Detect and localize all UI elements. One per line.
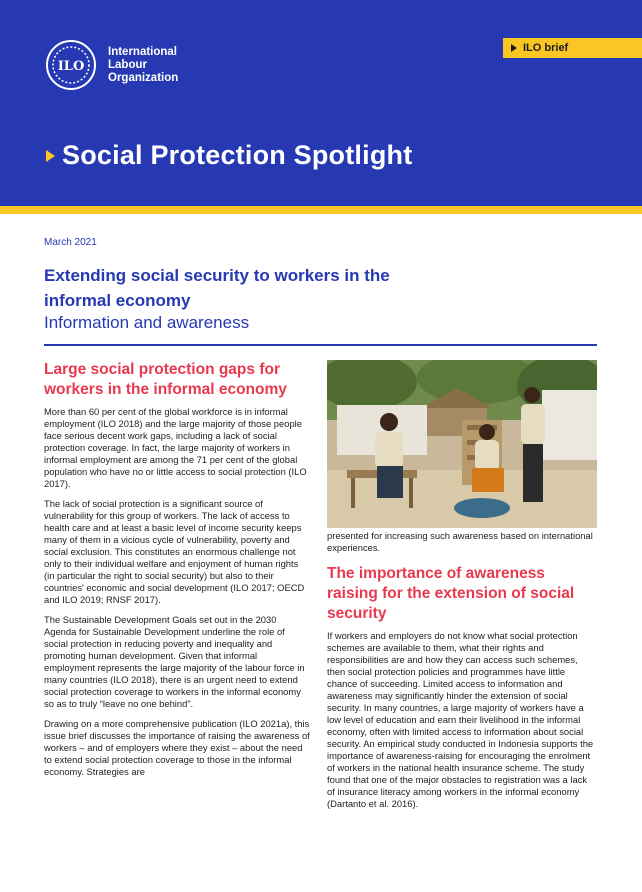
header-accent-stripe [0,206,642,214]
ilo-emblem-icon [44,38,98,92]
org-line-1: International [108,45,178,58]
brief-subtitle: Extending social security to workers in the informal economy [44,266,390,310]
ilo-logo[interactable] [44,38,178,92]
org-line-3: Organization [108,71,179,84]
publication-date: March 2021 [44,237,97,248]
ilo-brief-tag [503,38,642,58]
emblem-text: ILO [57,59,85,74]
paragraph-continuation: presented for increasing such awareness based on international experiences. [327,530,593,553]
right-column [327,360,597,818]
page-title-text: Social Protection Spotlight [62,140,413,170]
triangle-right-icon [46,150,55,162]
section-heading-awareness: The importance of awareness raising for the extension of social security [327,565,575,622]
workers-photo [327,360,597,528]
page-title [46,140,412,171]
divider [44,344,597,346]
workers-photo-illustration [327,360,597,528]
header-banner [0,0,642,206]
brief-tag-label: ILO brief [523,42,569,54]
org-line-2: Labour [108,58,147,71]
paragraph: More than 60 per cent of the global workforce is in informal employment (ILO 2018) and the large majority of those people face serious decent work gaps, including a lack of social protection coverage. In fact, the large majority of workers in informal employment are among the 71 per cent of the global population who have no or little access to social protection (ILO 2017). [44,406,307,489]
triangle-right-icon [511,44,517,52]
paragraph: The Sustainable Development Goals set out in the 2030 Agenda for Sustainable Development underline the role of social protection in reducing poverty and inequality and promoting human development. Given that informal employment represents the large majority of the labour force in many countries (ILO 2018), there is an urgent need to extend social protection coverage to workers in the informal economy so as to truly “leave no one behind”. [44,614,305,709]
section-heading-gaps: Large social protection gaps for workers in the informal economy [44,361,287,398]
paragraph: If workers and employers do not know what social protection schemes are available to them, what their rights and responsibilities are and how they can access such schemes, then social protection policies and programmes have little chance of succeeding. Limited access to information and awareness may significantly hinder the extension of social security. In many countries, a large majority of workers have a low level of education and earn their livelihood in the informal economy, often with limited access to information about social security. An empirical study conducted in Indonesia supports the importance of awareness-raising for encouraging the enrolment of workers in the national health insurance scheme. The study found that one of the major obstacles to registration was a lack of insurance literacy among workers in the informal economy (Dartanto et al. 2016). [327,630,594,809]
org-name [108,46,178,85]
paragraph: The lack of social protection is a significant source of vulnerability for this group of workers. The lack of access to health care and at least a basic level of income security keeps many of them in a vicious cycle of vulnerability, poverty and social exclusion. This constitutes an enormous challenge not only to their individual welfare and enjoyment of human rights (in particular the right to social security) but also to their countries' economic and social development (ILO 2017; OECD and ILO 2019; RNSF 2017). [44,498,305,605]
left-column [44,360,310,786]
paragraph: Drawing on a more comprehensive publication (ILO 2021a), this issue brief discusses the importance of raising the awareness of workers – and of employers where they exist – about the need to extend social protection coverage to those in the informal economy. Strategies are [44,718,310,777]
brief-topic: Information and awareness [44,313,250,332]
